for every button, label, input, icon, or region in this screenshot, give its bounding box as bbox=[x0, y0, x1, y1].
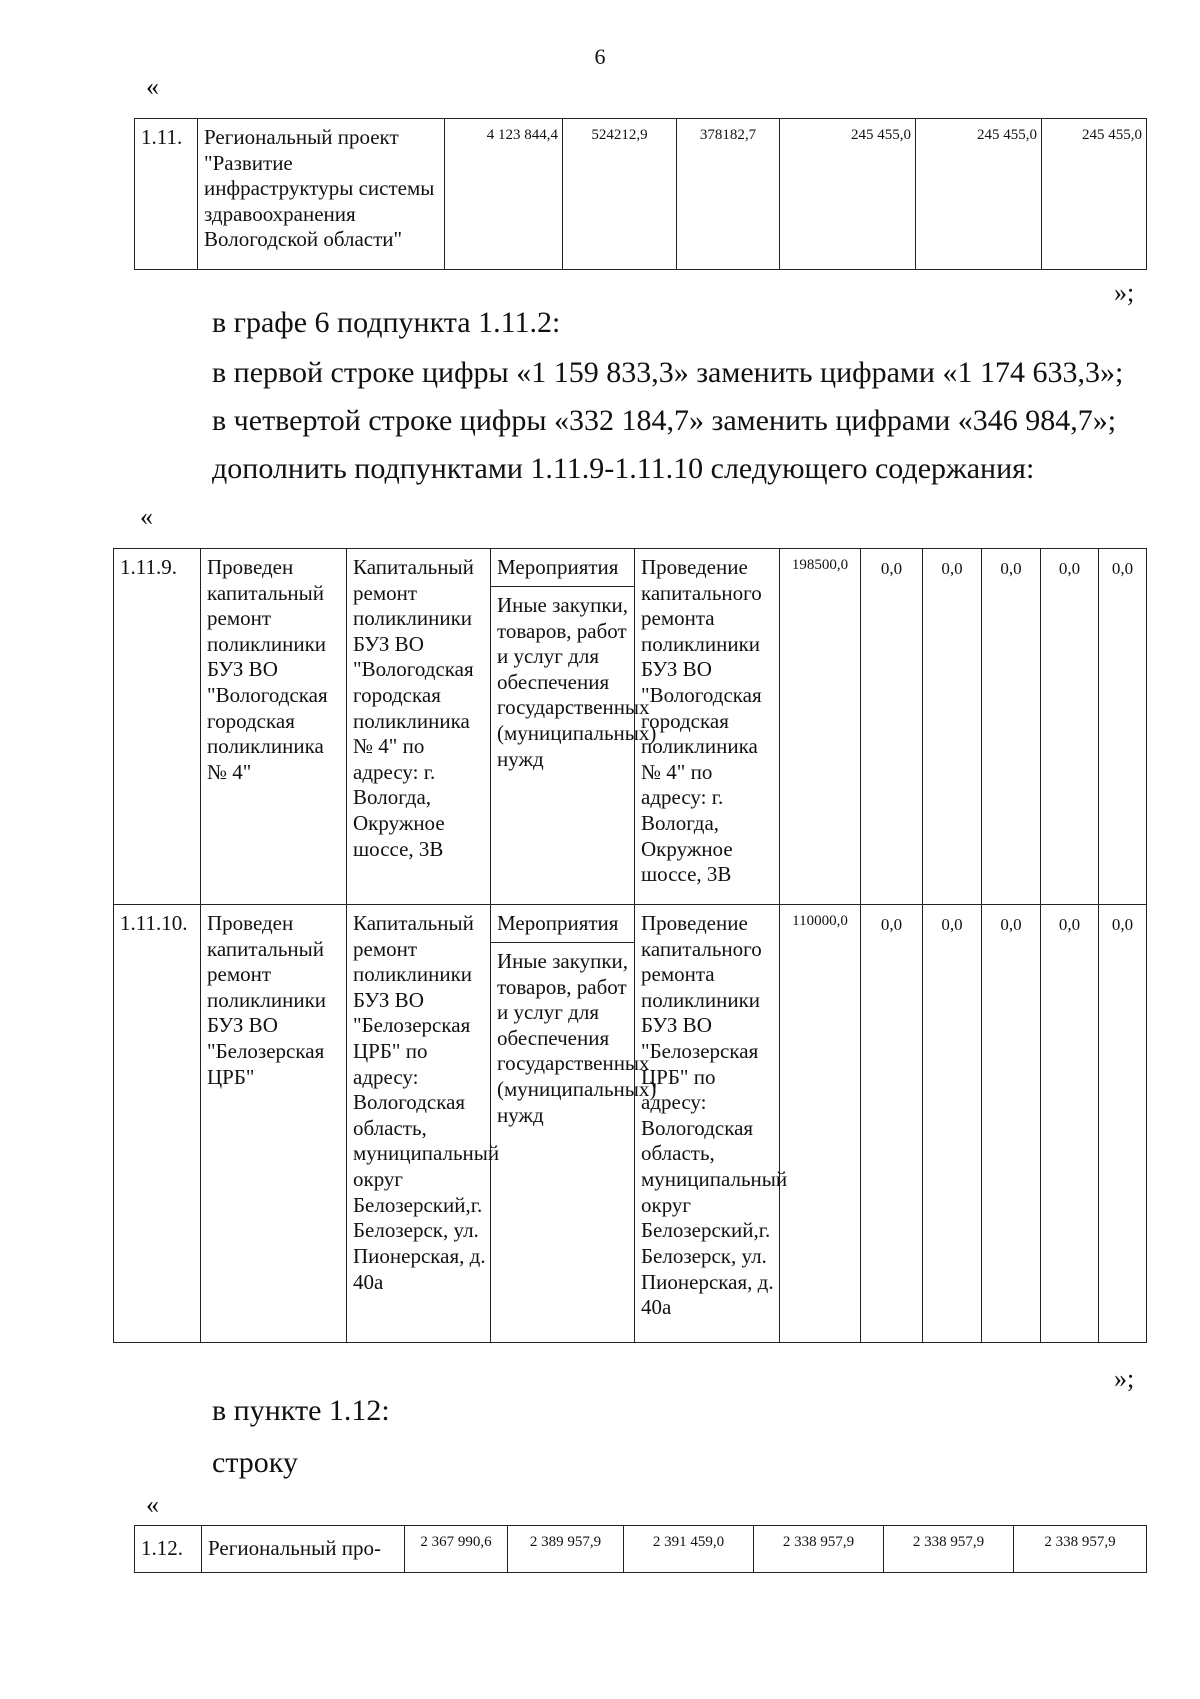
table-project-1-11 bbox=[134, 118, 1147, 270]
value-cell: 0,0 bbox=[1099, 905, 1147, 1343]
value-cell: 0,0 bbox=[982, 549, 1041, 905]
value-cell: 0,0 bbox=[1099, 549, 1147, 905]
type-cell bbox=[491, 905, 657, 1343]
value-cell: 198500,0 bbox=[780, 549, 861, 905]
paragraph: строку bbox=[212, 1446, 298, 1479]
value-cell: 4 123 844,4 bbox=[445, 119, 563, 270]
paragraph: в четвертой строке цифры «332 184,7» заменить цифрами «346 984,7»; bbox=[212, 404, 1117, 437]
paragraph: в пункте 1.12: bbox=[212, 1394, 390, 1427]
result-cell: Проведен капитальный ремонт поликлиники БУЗ ВО "Вологодская городская поликлиника № 4" bbox=[201, 549, 347, 905]
object-cell: Капитальный ремонт поликлиники БУЗ ВО "Вологодская городская поликлиника № 4" по адресу: г. Вологда, Окружное шоссе, 3В bbox=[347, 549, 491, 905]
table-row bbox=[114, 549, 1147, 905]
value-cell: 2 389 957,9 bbox=[508, 1526, 624, 1573]
value-cell: 0,0 bbox=[923, 905, 982, 1343]
value-cell: 524212,9 bbox=[563, 119, 677, 270]
type-top: Мероприятия bbox=[491, 549, 634, 587]
value-cell: 245 455,0 bbox=[780, 119, 916, 270]
type-top: Мероприятия bbox=[491, 905, 634, 943]
value-cell: 378182,7 bbox=[677, 119, 780, 270]
table-subitems-1-11-9-10 bbox=[113, 548, 1147, 1343]
type-bottom: Иные закупки, товаров, работ и услуг для обеспечения государственных (муниципальных) нужд bbox=[497, 593, 657, 771]
value-cell: 0,0 bbox=[1041, 905, 1099, 1343]
type-cell bbox=[491, 549, 657, 905]
value-cell: 0,0 bbox=[923, 549, 982, 905]
value-cell: 2 391 459,0 bbox=[624, 1526, 754, 1573]
open-quote-1: « bbox=[146, 72, 159, 101]
value-cell: 2 338 957,9 bbox=[884, 1526, 1014, 1573]
activity-cell: Проведение капитального ремонта поликлиники БУЗ ВО "Вологодская городская поликлиника № 4" по адресу: г. Вологда, Окружное шоссе, 3В bbox=[635, 549, 780, 905]
close-quote-1: »; bbox=[1114, 278, 1135, 307]
paragraph: в первой строке цифры «1 159 833,3» заменить цифрами «1 174 633,3»; bbox=[212, 356, 1124, 389]
row-number: 1.11.10. bbox=[114, 905, 201, 1343]
value-cell: 245 455,0 bbox=[916, 119, 1042, 270]
row-number: 1.12. bbox=[135, 1526, 202, 1573]
value-cell: 245 455,0 bbox=[1042, 119, 1147, 270]
paragraph: дополнить подпунктами 1.11.9-1.11.10 следующего содержания: bbox=[212, 452, 1035, 485]
page-number: 6 bbox=[594, 44, 606, 69]
table-row bbox=[135, 119, 1147, 270]
close-quote-2: »; bbox=[1114, 1364, 1135, 1393]
table-row bbox=[114, 905, 1147, 1343]
value-cell: 2 367 990,6 bbox=[405, 1526, 508, 1573]
value-cell: 2 338 957,9 bbox=[754, 1526, 884, 1573]
project-name: Региональный проект "Развитие инфраструктуры системы здравоохранения Вологодской области" bbox=[198, 119, 445, 270]
table-row bbox=[135, 1526, 1147, 1573]
value-cell: 2 338 957,9 bbox=[1014, 1526, 1147, 1573]
value-cell: 0,0 bbox=[861, 549, 923, 905]
row-number: 1.11. bbox=[135, 119, 198, 270]
open-quote-2: « bbox=[140, 502, 153, 531]
paragraph: в графе 6 подпункта 1.11.2: bbox=[212, 306, 561, 339]
value-cell: 0,0 bbox=[1041, 549, 1099, 905]
type-bottom: Иные закупки, товаров, работ и услуг для обеспечения государственных (муниципальных) нужд bbox=[497, 949, 657, 1127]
result-cell: Проведен капитальный ремонт поликлиники БУЗ ВО "Белозерская ЦРБ" bbox=[201, 905, 347, 1343]
value-cell: 0,0 bbox=[861, 905, 923, 1343]
table-project-1-12 bbox=[134, 1525, 1147, 1573]
project-name: Региональный про- bbox=[202, 1526, 405, 1573]
value-cell: 0,0 bbox=[982, 905, 1041, 1343]
object-cell: Капитальный ремонт поликлиники БУЗ ВО "Белозерская ЦРБ" по адресу: Вологодская область, муниципальный округ Белозерский,г. Белозерск, ул. Пионерская, д. 40а bbox=[347, 905, 491, 1343]
row-number: 1.11.9. bbox=[114, 549, 201, 905]
open-quote-3: « bbox=[146, 1490, 159, 1519]
value-cell: 110000,0 bbox=[780, 905, 861, 1343]
activity-cell: Проведение капитального ремонта поликлиники БУЗ ВО "Белозерская ЦРБ" по адресу: Вологодская область, муниципальный округ Белозерский,г. Белозерск, ул. Пионерская, д. 40а bbox=[635, 905, 780, 1343]
